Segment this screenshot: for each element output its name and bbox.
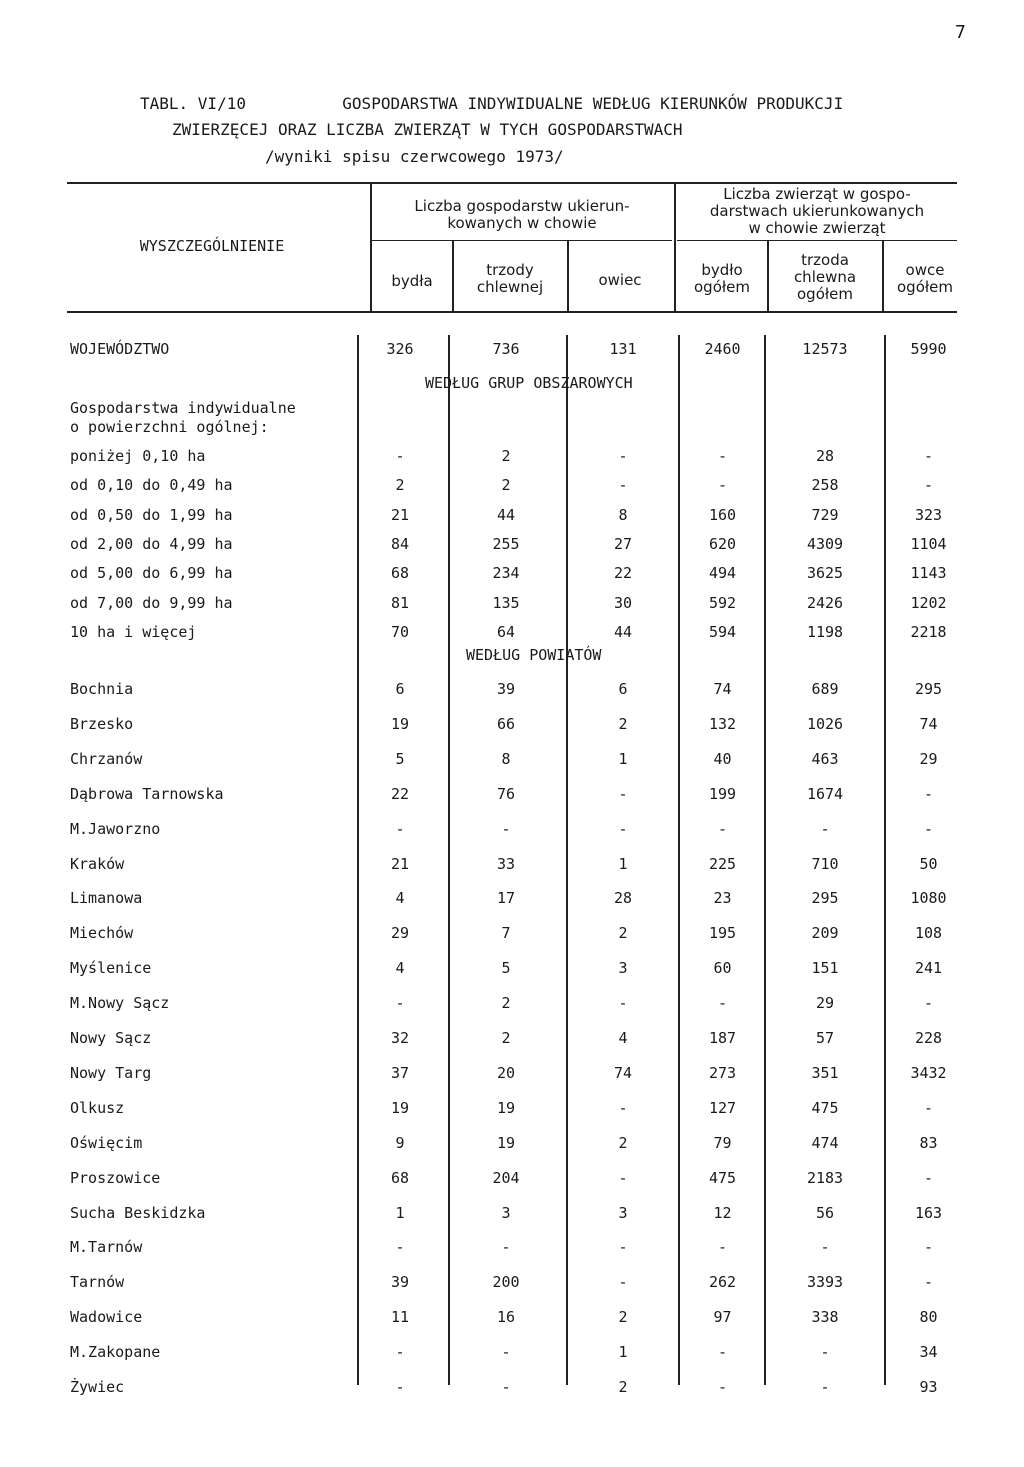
cell-owiec: - — [618, 1238, 628, 1257]
cell-bydla: 9 — [395, 1133, 405, 1152]
cell-bydlo-ogolem: 74 — [713, 680, 732, 698]
cell-owiec: - — [618, 819, 628, 838]
cell-trzody: 33 — [496, 854, 516, 873]
cell-trzoda-ogolem: - — [820, 1343, 830, 1362]
cell-owiec: 2 — [618, 1133, 628, 1152]
table-row — [0, 1343, 1024, 1369]
cell-owiec: 6 — [618, 680, 628, 698]
table-row — [0, 889, 1024, 915]
cell-bydla: 5 — [395, 749, 405, 768]
cell-bydla: 29 — [390, 924, 410, 943]
row-label: Wadowice — [70, 1308, 143, 1327]
cell-bydlo-ogolem: 132 — [708, 714, 737, 733]
cell-bydla: 84 — [390, 534, 410, 553]
row-label: Olkusz — [70, 1098, 125, 1117]
cell-trzoda-ogolem: 474 — [811, 1133, 839, 1152]
cell-trzody: - — [501, 1238, 511, 1257]
cell-trzoda-ogolem: 56 — [815, 1203, 835, 1222]
cell-trzody: 7 — [501, 924, 511, 943]
table-row — [0, 594, 1024, 620]
cell-trzody: 234 — [492, 564, 520, 583]
cell-owce-ogolem: - — [923, 819, 934, 838]
header-col-bydlo-ogolem: bydło ogółem — [694, 261, 750, 296]
cell-trzody: 2 — [501, 1029, 511, 1047]
cell-owce-ogolem: - — [923, 1098, 934, 1117]
cell-owce-ogolem: - — [923, 447, 934, 465]
table-row — [0, 1099, 1024, 1125]
cell-bydla: 21 — [390, 505, 410, 524]
cell-trzoda-ogolem: 209 — [811, 924, 839, 943]
table-row-wojewodztwo — [0, 340, 1024, 366]
cell-bydlo-ogolem: - — [717, 1378, 728, 1396]
cell-bydlo-ogolem: 23 — [713, 889, 732, 908]
cell-trzody: 200 — [492, 1273, 520, 1292]
cell-owce-ogolem: 1104 — [910, 534, 947, 553]
table-row — [0, 785, 1024, 811]
cell-trzody: - — [501, 1378, 511, 1396]
cell-bydla: - — [395, 1343, 405, 1362]
cell-trzody: 2 — [501, 476, 511, 495]
cell-owiec: - — [618, 1168, 628, 1187]
cell-trzody: 5 — [501, 959, 511, 978]
table-row — [0, 959, 1024, 985]
cell-trzody: 2 — [501, 447, 511, 465]
cell-trzoda-ogolem: 338 — [811, 1308, 839, 1327]
cell-trzody: 76 — [496, 784, 516, 803]
row-label: Nowy Sącz — [70, 1029, 152, 1047]
header-col-trzody: trzody chlewnej — [476, 261, 544, 296]
cell-owiec: - — [618, 1273, 628, 1292]
header-vline — [767, 241, 769, 311]
cell-owiec: 22 — [613, 564, 633, 583]
cell-bydlo-ogolem: 195 — [708, 924, 737, 943]
cell-owce-ogolem: - — [923, 1273, 934, 1292]
cell-trzoda-ogolem: 57 — [815, 1029, 835, 1047]
cell-trzoda-ogolem: 2183 — [806, 1168, 844, 1187]
row-label: Żywiec — [70, 1378, 125, 1396]
cell-trzody: 66 — [496, 714, 516, 733]
cell-bydlo-ogolem: 262 — [708, 1273, 737, 1292]
header-col-owiec: owiec — [598, 271, 642, 289]
cell-owce-ogolem: 1143 — [910, 564, 947, 583]
row-label: Tarnów — [70, 1273, 125, 1292]
table-title-line-1: TABL. VI/10 GOSPODARSTWA INDYWIDUALNE WEDŁUG KIERUNKÓW PRODUKCJI — [140, 94, 844, 113]
cell-bydlo-ogolem: 79 — [713, 1133, 732, 1152]
cell-bydlo-ogolem: 494 — [708, 564, 737, 583]
cell-trzody: 20 — [496, 1063, 516, 1082]
cell-bydlo-ogolem: - — [717, 1238, 728, 1257]
cell-trzoda-ogolem: 3625 — [806, 564, 844, 583]
cell-owiec: - — [618, 447, 628, 465]
header-stub: WYSZCZEGÓLNIENIE — [139, 237, 285, 255]
cell-owiec: 28 — [613, 889, 633, 908]
cell-owiec: 30 — [613, 593, 633, 612]
cell-bydlo-ogolem: 475 — [708, 1168, 737, 1187]
cell-trzoda-ogolem: 3393 — [806, 1273, 844, 1292]
cell-bydlo-ogolem: 40 — [713, 749, 732, 768]
header-vline — [882, 241, 884, 311]
cell-trzody: 16 — [496, 1308, 516, 1327]
cell-bydla: 19 — [390, 714, 410, 733]
cell-trzody: 64 — [496, 622, 516, 641]
header-group-animals: Liczba zwierząt w gospo- darstwach ukierunkowanych w chowie zwierząt — [709, 185, 925, 237]
row-label: Myślenice — [70, 959, 152, 978]
table-row — [0, 750, 1024, 776]
cell-bydla: - — [395, 1238, 405, 1257]
group-label-area: Gospodarstwa indywidualne o powierzchni ogólnej: — [70, 399, 296, 436]
cell-bydlo-ogolem: 620 — [708, 534, 737, 553]
row-label: Brzesko — [70, 714, 134, 733]
row-label: Limanowa — [70, 889, 143, 908]
cell-trzody: 3 — [501, 1203, 511, 1222]
cell-bydla: 6 — [395, 680, 405, 698]
row-label: M.Jaworzno — [70, 819, 161, 838]
cell-bydla: 21 — [390, 854, 410, 873]
cell-owce-ogolem: 323 — [914, 505, 943, 524]
cell-trzoda-ogolem: - — [820, 1378, 830, 1396]
cell-owce-ogolem: 5990 — [910, 340, 947, 358]
row-label: Sucha Beskidzka — [70, 1203, 206, 1222]
cell-trzoda-ogolem: - — [820, 1238, 830, 1257]
cell-trzoda-ogolem: 258 — [811, 476, 839, 495]
header-group2-rule — [677, 240, 957, 241]
table-row — [0, 1134, 1024, 1160]
row-label: Nowy Targ — [70, 1063, 152, 1082]
table-row — [0, 506, 1024, 532]
cell-bydla: 4 — [395, 889, 405, 908]
section-heading-area: WEDŁUG GRUP OBSZAROWYCH — [425, 374, 633, 392]
cell-trzody: 135 — [492, 593, 520, 612]
cell-trzoda-ogolem: 4309 — [806, 534, 844, 553]
cell-owiec: 2 — [618, 924, 628, 943]
cell-bydlo-ogolem: - — [717, 476, 728, 495]
table-row — [0, 1273, 1024, 1299]
cell-owiec: 2 — [618, 1378, 628, 1396]
cell-trzoda-ogolem: 475 — [811, 1098, 839, 1117]
cell-owiec: 8 — [618, 505, 628, 524]
cell-trzody: 255 — [492, 534, 520, 553]
cell-bydlo-ogolem: 225 — [708, 854, 737, 873]
cell-owce-ogolem: 241 — [914, 959, 943, 978]
table-row — [0, 447, 1024, 473]
header-group-households: Liczba gospodarstw ukierun- kowanych w chowie — [414, 197, 630, 232]
cell-owce-ogolem: 3432 — [910, 1063, 947, 1082]
cell-owiec: 3 — [618, 1203, 628, 1222]
cell-bydlo-ogolem: - — [717, 447, 728, 465]
cell-owce-ogolem: 34 — [919, 1343, 938, 1362]
cell-bydla: 4 — [395, 959, 405, 978]
cell-trzoda-ogolem: - — [820, 819, 830, 838]
cell-owce-ogolem: 163 — [914, 1203, 943, 1222]
table-row — [0, 820, 1024, 846]
header-vline — [674, 183, 676, 311]
cell-bydlo-ogolem: 12 — [713, 1203, 732, 1222]
cell-owce-ogolem: - — [923, 994, 934, 1013]
page-number: 7 — [955, 22, 966, 43]
cell-owce-ogolem: 50 — [919, 854, 938, 873]
cell-bydla: 68 — [390, 1168, 410, 1187]
cell-owiec: - — [618, 1098, 628, 1117]
cell-bydla: 32 — [390, 1029, 410, 1047]
cell-trzoda-ogolem: 729 — [811, 505, 839, 524]
table-row — [0, 1029, 1024, 1055]
cell-trzoda-ogolem: 1198 — [806, 622, 844, 641]
row-label: M.Zakopane — [70, 1343, 161, 1362]
cell-owce-ogolem: 295 — [914, 680, 943, 698]
cell-bydla: - — [395, 447, 405, 465]
header-col-trzoda-ogolem: trzoda chlewna ogółem — [793, 251, 857, 303]
cell-owiec: 74 — [613, 1063, 633, 1082]
table-row — [0, 1308, 1024, 1334]
row-label: od 5,00 do 6,99 ha — [70, 564, 233, 583]
cell-bydlo-ogolem: - — [717, 994, 728, 1013]
cell-owce-ogolem: 1202 — [910, 593, 947, 612]
row-label: Dąbrowa Tarnowska — [70, 784, 224, 803]
cell-bydla: 39 — [390, 1273, 410, 1292]
row-label: od 2,00 do 4,99 ha — [70, 534, 233, 553]
row-label: od 7,00 do 9,99 ha — [70, 593, 233, 612]
cell-trzody: 17 — [496, 889, 516, 908]
table-row — [0, 994, 1024, 1020]
cell-owiec: 44 — [613, 622, 633, 641]
cell-owiec: 2 — [618, 1308, 628, 1327]
header-col-owce-ogolem: owce ogółem — [897, 261, 953, 296]
cell-trzoda-ogolem: 351 — [811, 1063, 839, 1082]
cell-bydla: 19 — [390, 1098, 410, 1117]
cell-bydlo-ogolem: 160 — [708, 505, 737, 524]
cell-owiec: 1 — [618, 1343, 628, 1362]
cell-bydla: - — [395, 819, 405, 838]
header-bottom-rule — [67, 311, 957, 313]
cell-owiec: 27 — [613, 534, 633, 553]
cell-bydla: 68 — [390, 564, 410, 583]
cell-owce-ogolem: - — [923, 1168, 934, 1187]
cell-owiec: 4 — [618, 1029, 628, 1047]
cell-bydlo-ogolem: - — [717, 819, 728, 838]
cell-bydlo-ogolem: 60 — [713, 959, 732, 978]
cell-bydla: 22 — [390, 784, 410, 803]
cell-owiec: - — [618, 476, 628, 495]
row-label: WOJEWÓDZTWO — [70, 340, 170, 358]
cell-bydlo-ogolem: - — [717, 1343, 728, 1362]
cell-owce-ogolem: 83 — [919, 1133, 938, 1152]
cell-owiec: 3 — [618, 959, 628, 978]
cell-trzody: 44 — [496, 505, 516, 524]
cell-bydlo-ogolem: 187 — [708, 1029, 737, 1047]
cell-trzody: 2 — [501, 994, 511, 1013]
section-heading-powiat: WEDŁUG POWIATÓW — [466, 646, 602, 664]
row-label: poniżej 0,10 ha — [70, 447, 206, 465]
cell-bydlo-ogolem: 273 — [708, 1063, 737, 1082]
table-row — [0, 1204, 1024, 1230]
cell-trzody: 736 — [492, 340, 520, 358]
cell-owce-ogolem: 80 — [919, 1308, 938, 1327]
row-label: M.Nowy Sącz — [70, 994, 170, 1013]
cell-trzoda-ogolem: 28 — [815, 447, 835, 465]
cell-trzoda-ogolem: 1674 — [806, 784, 844, 803]
cell-owce-ogolem: - — [923, 1238, 934, 1257]
row-label: od 0,50 do 1,99 ha — [70, 505, 233, 524]
cell-owce-ogolem: 29 — [919, 749, 938, 768]
cell-trzoda-ogolem: 710 — [811, 854, 839, 873]
cell-bydlo-ogolem: 97 — [713, 1308, 732, 1327]
cell-owce-ogolem: 93 — [919, 1378, 938, 1396]
cell-trzody: 8 — [501, 749, 511, 768]
cell-trzoda-ogolem: 689 — [811, 680, 839, 698]
cell-bydlo-ogolem: 199 — [708, 784, 737, 803]
table-title-line-3: /wyniki spisu czerwcowego 1973/ — [265, 147, 564, 166]
cell-trzody: 204 — [492, 1168, 520, 1187]
row-label: Miechów — [70, 924, 134, 943]
table-row — [0, 535, 1024, 561]
cell-bydla: 11 — [390, 1308, 410, 1327]
cell-bydlo-ogolem: 592 — [708, 593, 737, 612]
cell-bydlo-ogolem: 2460 — [704, 340, 741, 358]
row-label: Oświęcim — [70, 1133, 143, 1152]
row-label: Chrzanów — [70, 749, 143, 768]
table-row — [0, 924, 1024, 950]
table-row — [0, 1169, 1024, 1195]
cell-bydla: 1 — [395, 1203, 405, 1222]
cell-trzoda-ogolem: 2426 — [806, 593, 844, 612]
cell-trzoda-ogolem: 295 — [811, 889, 839, 908]
table-row — [0, 680, 1024, 706]
cell-trzoda-ogolem: 463 — [811, 749, 839, 768]
cell-owce-ogolem: - — [923, 784, 934, 803]
table-row — [0, 623, 1024, 649]
cell-owiec: 1 — [618, 854, 628, 873]
cell-owce-ogolem: 1080 — [910, 889, 947, 908]
cell-trzody: 39 — [496, 680, 516, 698]
cell-bydla: - — [395, 994, 405, 1013]
cell-trzoda-ogolem: 12573 — [802, 340, 848, 358]
row-label: Bochnia — [70, 680, 134, 698]
cell-trzoda-ogolem: 29 — [815, 994, 835, 1013]
cell-bydlo-ogolem: 127 — [708, 1098, 737, 1117]
table-row — [0, 855, 1024, 881]
table-row — [0, 1378, 1024, 1404]
cell-owiec: - — [618, 994, 628, 1013]
cell-owiec: 2 — [618, 714, 628, 733]
cell-owce-ogolem: 228 — [914, 1029, 943, 1047]
cell-owiec: 1 — [618, 749, 628, 768]
header-vline — [370, 183, 372, 311]
row-label: Proszowice — [70, 1168, 161, 1187]
table-row — [0, 1064, 1024, 1090]
table-row — [0, 564, 1024, 590]
header-group1-rule — [372, 240, 672, 241]
table-row — [0, 715, 1024, 741]
header-top-rule — [67, 182, 957, 184]
header-vline — [567, 241, 569, 311]
cell-trzody: - — [501, 1343, 511, 1362]
cell-trzody: 19 — [496, 1098, 516, 1117]
table-title-line-2: ZWIERZĘCEJ ORAZ LICZBA ZWIERZĄT W TYCH GOSPODARSTWACH — [172, 120, 683, 139]
cell-owce-ogolem: - — [923, 476, 934, 495]
cell-trzoda-ogolem: 1026 — [806, 714, 844, 733]
cell-bydla: 326 — [386, 340, 414, 358]
row-label: 10 ha i więcej — [70, 622, 197, 641]
cell-trzody: 19 — [496, 1133, 516, 1152]
cell-owiec: 131 — [609, 340, 637, 358]
table-row — [0, 476, 1024, 502]
cell-bydla: 81 — [390, 593, 410, 612]
row-label: M.Tarnów — [70, 1238, 143, 1257]
cell-bydla: - — [395, 1378, 405, 1396]
cell-owiec: - — [618, 784, 628, 803]
header-col-bydla: bydła — [391, 272, 433, 290]
cell-owce-ogolem: 108 — [914, 924, 943, 943]
table-row — [0, 1238, 1024, 1264]
cell-bydlo-ogolem: 594 — [708, 622, 737, 641]
header-vline — [452, 241, 454, 311]
cell-bydla: 70 — [390, 622, 410, 641]
row-label: Kraków — [70, 854, 125, 873]
cell-owce-ogolem: 74 — [919, 714, 938, 733]
row-label: od 0,10 do 0,49 ha — [70, 476, 233, 495]
cell-trzody: - — [501, 819, 511, 838]
cell-trzoda-ogolem: 151 — [811, 959, 839, 978]
cell-bydla: 37 — [390, 1063, 410, 1082]
cell-owce-ogolem: 2218 — [910, 622, 947, 641]
cell-bydla: 2 — [395, 476, 405, 495]
